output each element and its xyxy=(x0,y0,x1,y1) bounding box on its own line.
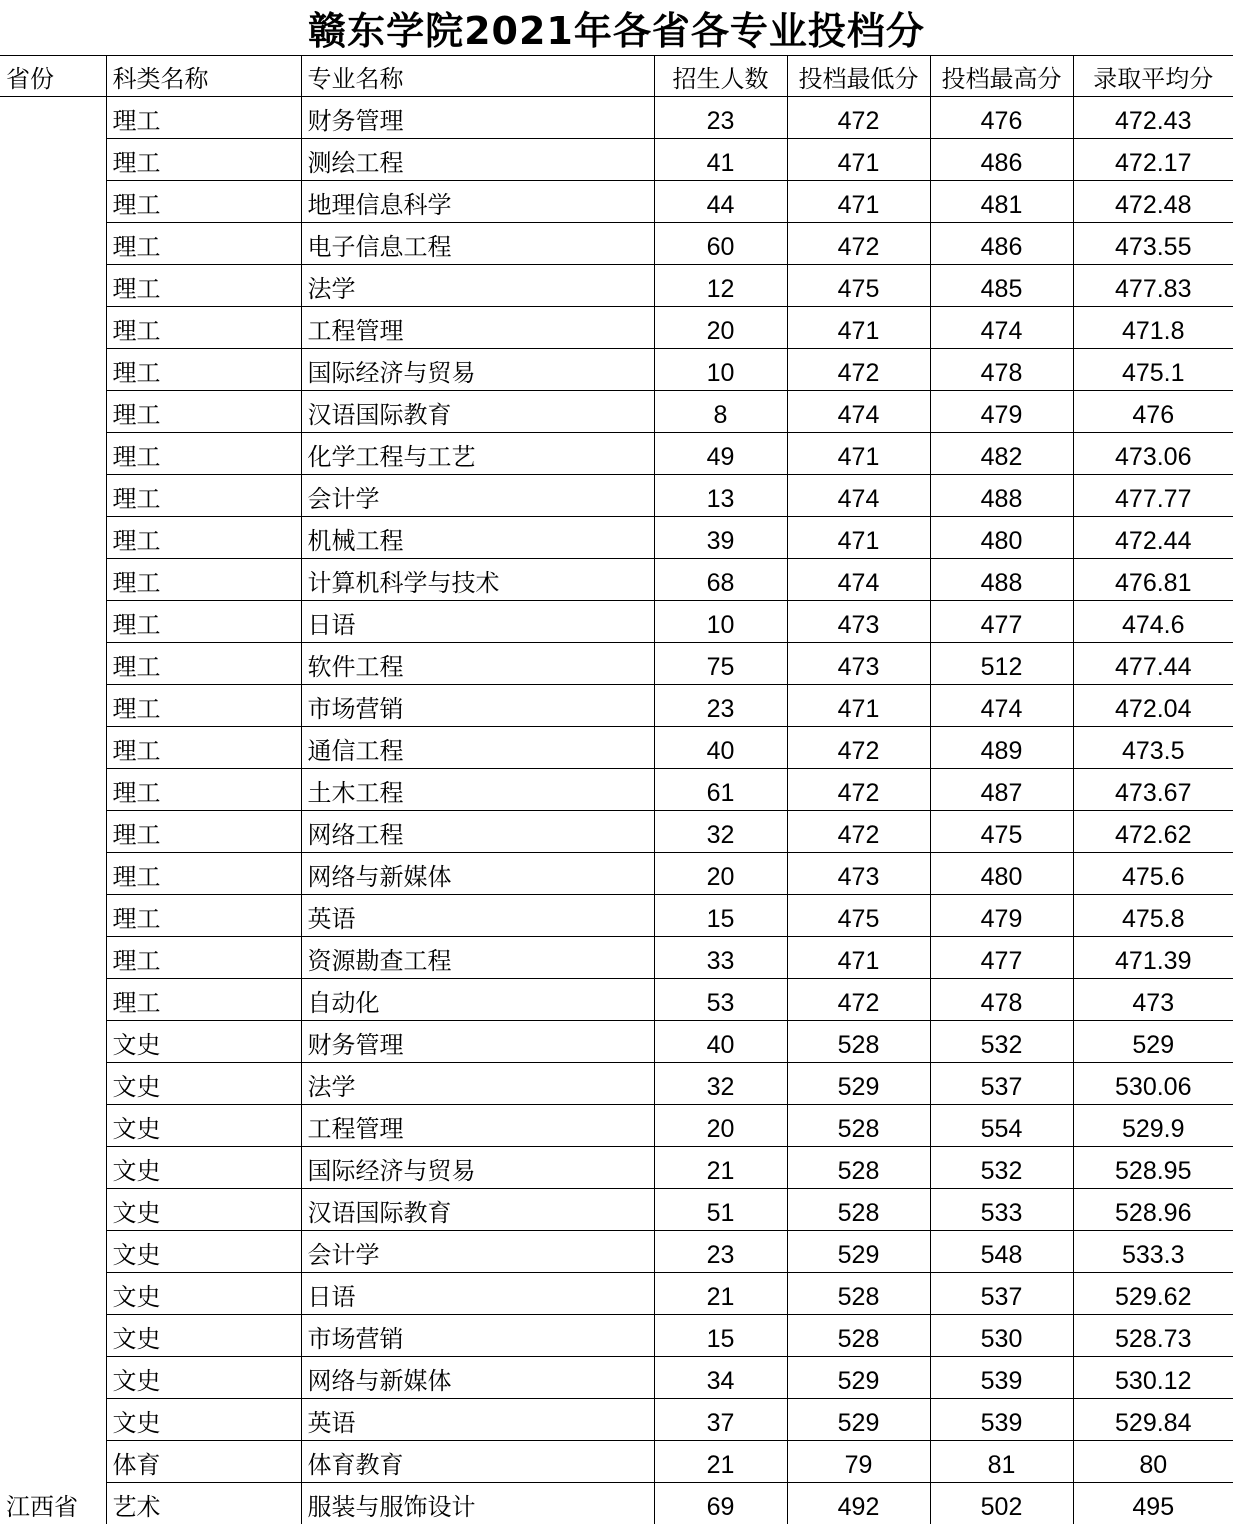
table-row xyxy=(0,601,1233,643)
avg-score-cell: 530.12 xyxy=(1073,1357,1233,1399)
min-score-cell: 529 xyxy=(787,1399,930,1441)
min-score-cell: 472 xyxy=(787,727,930,769)
major-cell: 化学工程与工艺 xyxy=(301,433,654,475)
avg-score-cell: 530.06 xyxy=(1073,1063,1233,1105)
table-row xyxy=(0,349,1233,391)
table-row xyxy=(0,1441,1233,1483)
max-score-cell: 482 xyxy=(930,433,1073,475)
header-category: 科类名称 xyxy=(106,56,301,97)
min-score-cell: 472 xyxy=(787,223,930,265)
province-cell xyxy=(0,265,106,307)
avg-score-cell: 476 xyxy=(1073,391,1233,433)
min-score-cell: 528 xyxy=(787,1273,930,1315)
category-cell: 理工 xyxy=(106,979,301,1021)
avg-score-cell: 472.17 xyxy=(1073,139,1233,181)
major-cell: 服装与服饰设计 xyxy=(301,1483,654,1525)
category-cell: 艺术 xyxy=(106,1483,301,1525)
max-score-cell: 477 xyxy=(930,937,1073,979)
max-score-cell: 480 xyxy=(930,853,1073,895)
enrollment-cell: 10 xyxy=(654,349,787,391)
max-score-cell: 475 xyxy=(930,811,1073,853)
category-cell: 理工 xyxy=(106,391,301,433)
table-row xyxy=(0,853,1233,895)
enrollment-cell: 37 xyxy=(654,1399,787,1441)
province-cell xyxy=(0,1147,106,1189)
header-row xyxy=(0,56,1233,97)
table-row xyxy=(0,811,1233,853)
category-cell: 理工 xyxy=(106,895,301,937)
table-row xyxy=(0,1063,1233,1105)
category-cell: 文史 xyxy=(106,1273,301,1315)
table-row xyxy=(0,97,1233,139)
min-score-cell: 471 xyxy=(787,307,930,349)
table-body xyxy=(0,97,1233,1525)
category-cell: 理工 xyxy=(106,559,301,601)
max-score-cell: 548 xyxy=(930,1231,1073,1273)
min-score-cell: 529 xyxy=(787,1231,930,1273)
max-score-cell: 479 xyxy=(930,391,1073,433)
major-cell: 网络与新媒体 xyxy=(301,1357,654,1399)
major-cell: 会计学 xyxy=(301,1231,654,1273)
min-score-cell: 528 xyxy=(787,1189,930,1231)
major-cell: 网络工程 xyxy=(301,811,654,853)
avg-score-cell: 528.96 xyxy=(1073,1189,1233,1231)
avg-score-cell: 529.84 xyxy=(1073,1399,1233,1441)
avg-score-cell: 528.95 xyxy=(1073,1147,1233,1189)
header-max-score: 投档最高分 xyxy=(930,56,1073,97)
enrollment-cell: 21 xyxy=(654,1441,787,1483)
province-cell xyxy=(0,685,106,727)
major-cell: 资源勘查工程 xyxy=(301,937,654,979)
max-score-cell: 474 xyxy=(930,307,1073,349)
province-cell xyxy=(0,1441,106,1483)
major-cell: 英语 xyxy=(301,895,654,937)
min-score-cell: 472 xyxy=(787,769,930,811)
category-cell: 文史 xyxy=(106,1315,301,1357)
avg-score-cell: 475.1 xyxy=(1073,349,1233,391)
max-score-cell: 532 xyxy=(930,1021,1073,1063)
category-cell: 文史 xyxy=(106,1399,301,1441)
max-score-cell: 539 xyxy=(930,1399,1073,1441)
table-row xyxy=(0,643,1233,685)
table-row xyxy=(0,1105,1233,1147)
max-score-cell: 537 xyxy=(930,1273,1073,1315)
avg-score-cell: 529.9 xyxy=(1073,1105,1233,1147)
major-cell: 日语 xyxy=(301,601,654,643)
table-row xyxy=(0,307,1233,349)
min-score-cell: 472 xyxy=(787,97,930,139)
table-row xyxy=(0,1399,1233,1441)
major-cell: 汉语国际教育 xyxy=(301,1189,654,1231)
table-row xyxy=(0,475,1233,517)
max-score-cell: 512 xyxy=(930,643,1073,685)
avg-score-cell: 476.81 xyxy=(1073,559,1233,601)
max-score-cell: 502 xyxy=(930,1483,1073,1525)
category-cell: 理工 xyxy=(106,139,301,181)
category-cell: 理工 xyxy=(106,769,301,811)
max-score-cell: 486 xyxy=(930,139,1073,181)
table-row xyxy=(0,1147,1233,1189)
enrollment-cell: 33 xyxy=(654,937,787,979)
major-cell: 计算机科学与技术 xyxy=(301,559,654,601)
category-cell: 理工 xyxy=(106,433,301,475)
category-cell: 理工 xyxy=(106,517,301,559)
table-row xyxy=(0,265,1233,307)
min-score-cell: 473 xyxy=(787,853,930,895)
category-cell: 理工 xyxy=(106,727,301,769)
enrollment-cell: 10 xyxy=(654,601,787,643)
min-score-cell: 474 xyxy=(787,391,930,433)
category-cell: 理工 xyxy=(106,601,301,643)
table-row xyxy=(0,181,1233,223)
category-cell: 文史 xyxy=(106,1189,301,1231)
min-score-cell: 474 xyxy=(787,475,930,517)
max-score-cell: 480 xyxy=(930,517,1073,559)
major-cell: 国际经济与贸易 xyxy=(301,1147,654,1189)
min-score-cell: 474 xyxy=(787,559,930,601)
major-cell: 工程管理 xyxy=(301,307,654,349)
enrollment-cell: 23 xyxy=(654,97,787,139)
min-score-cell: 473 xyxy=(787,601,930,643)
min-score-cell: 471 xyxy=(787,181,930,223)
header-province: 省份 xyxy=(0,56,106,97)
province-cell xyxy=(0,349,106,391)
avg-score-cell: 477.44 xyxy=(1073,643,1233,685)
enrollment-cell: 20 xyxy=(654,853,787,895)
header-enrollment: 招生人数 xyxy=(654,56,787,97)
enrollment-cell: 68 xyxy=(654,559,787,601)
province-cell xyxy=(0,1273,106,1315)
enrollment-cell: 8 xyxy=(654,391,787,433)
enrollment-cell: 15 xyxy=(654,1315,787,1357)
enrollment-cell: 60 xyxy=(654,223,787,265)
max-score-cell: 537 xyxy=(930,1063,1073,1105)
min-score-cell: 528 xyxy=(787,1021,930,1063)
enrollment-cell: 61 xyxy=(654,769,787,811)
avg-score-cell: 475.6 xyxy=(1073,853,1233,895)
province-cell xyxy=(0,1399,106,1441)
major-cell: 网络与新媒体 xyxy=(301,853,654,895)
table-row xyxy=(0,1021,1233,1063)
category-cell: 文史 xyxy=(106,1357,301,1399)
table-row xyxy=(0,517,1233,559)
avg-score-cell: 495 xyxy=(1073,1483,1233,1525)
max-score-cell: 533 xyxy=(930,1189,1073,1231)
avg-score-cell: 529 xyxy=(1073,1021,1233,1063)
province-cell xyxy=(0,139,106,181)
min-score-cell: 79 xyxy=(787,1441,930,1483)
category-cell: 理工 xyxy=(106,811,301,853)
major-cell: 市场营销 xyxy=(301,1315,654,1357)
province-cell xyxy=(0,727,106,769)
major-cell: 自动化 xyxy=(301,979,654,1021)
enrollment-cell: 23 xyxy=(654,1231,787,1273)
major-cell: 测绘工程 xyxy=(301,139,654,181)
province-cell xyxy=(0,937,106,979)
min-score-cell: 492 xyxy=(787,1483,930,1525)
province-cell xyxy=(0,559,106,601)
min-score-cell: 471 xyxy=(787,685,930,727)
province-cell xyxy=(0,181,106,223)
avg-score-cell: 472.43 xyxy=(1073,97,1233,139)
min-score-cell: 475 xyxy=(787,265,930,307)
max-score-cell: 487 xyxy=(930,769,1073,811)
major-cell: 地理信息科学 xyxy=(301,181,654,223)
admission-table xyxy=(0,55,1233,1524)
category-cell: 文史 xyxy=(106,1231,301,1273)
table-row xyxy=(0,391,1233,433)
max-score-cell: 530 xyxy=(930,1315,1073,1357)
major-cell: 财务管理 xyxy=(301,1021,654,1063)
enrollment-cell: 13 xyxy=(654,475,787,517)
table-row xyxy=(0,1189,1233,1231)
avg-score-cell: 477.77 xyxy=(1073,475,1233,517)
province-cell xyxy=(0,1021,106,1063)
max-score-cell: 488 xyxy=(930,559,1073,601)
province-cell: 江西省 xyxy=(0,1483,106,1525)
enrollment-cell: 21 xyxy=(654,1273,787,1315)
avg-score-cell: 475.8 xyxy=(1073,895,1233,937)
category-cell: 理工 xyxy=(106,265,301,307)
avg-score-cell: 472.48 xyxy=(1073,181,1233,223)
enrollment-cell: 32 xyxy=(654,811,787,853)
max-score-cell: 486 xyxy=(930,223,1073,265)
province-cell xyxy=(0,1105,106,1147)
min-score-cell: 528 xyxy=(787,1105,930,1147)
enrollment-cell: 12 xyxy=(654,265,787,307)
province-cell xyxy=(0,307,106,349)
table-row xyxy=(0,685,1233,727)
major-cell: 软件工程 xyxy=(301,643,654,685)
max-score-cell: 554 xyxy=(930,1105,1073,1147)
enrollment-cell: 21 xyxy=(654,1147,787,1189)
max-score-cell: 481 xyxy=(930,181,1073,223)
category-cell: 理工 xyxy=(106,223,301,265)
enrollment-cell: 20 xyxy=(654,307,787,349)
table-row xyxy=(0,1315,1233,1357)
avg-score-cell: 473.55 xyxy=(1073,223,1233,265)
table-row xyxy=(0,139,1233,181)
max-score-cell: 81 xyxy=(930,1441,1073,1483)
min-score-cell: 472 xyxy=(787,979,930,1021)
enrollment-cell: 44 xyxy=(654,181,787,223)
category-cell: 理工 xyxy=(106,349,301,391)
province-cell xyxy=(0,97,106,139)
province-cell xyxy=(0,811,106,853)
avg-score-cell: 529.62 xyxy=(1073,1273,1233,1315)
table-row xyxy=(0,223,1233,265)
table-row xyxy=(0,727,1233,769)
max-score-cell: 485 xyxy=(930,265,1073,307)
min-score-cell: 471 xyxy=(787,139,930,181)
category-cell: 理工 xyxy=(106,685,301,727)
province-cell xyxy=(0,475,106,517)
enrollment-cell: 75 xyxy=(654,643,787,685)
avg-score-cell: 472.44 xyxy=(1073,517,1233,559)
province-cell xyxy=(0,1315,106,1357)
max-score-cell: 539 xyxy=(930,1357,1073,1399)
major-cell: 会计学 xyxy=(301,475,654,517)
major-cell: 日语 xyxy=(301,1273,654,1315)
major-cell: 国际经济与贸易 xyxy=(301,349,654,391)
province-cell xyxy=(0,1189,106,1231)
min-score-cell: 471 xyxy=(787,433,930,475)
table-row xyxy=(0,769,1233,811)
major-cell: 法学 xyxy=(301,265,654,307)
province-cell xyxy=(0,1063,106,1105)
enrollment-cell: 51 xyxy=(654,1189,787,1231)
table-row xyxy=(0,1357,1233,1399)
province-cell xyxy=(0,433,106,475)
min-score-cell: 472 xyxy=(787,811,930,853)
max-score-cell: 488 xyxy=(930,475,1073,517)
major-cell: 工程管理 xyxy=(301,1105,654,1147)
enrollment-cell: 23 xyxy=(654,685,787,727)
category-cell: 理工 xyxy=(106,853,301,895)
province-cell xyxy=(0,853,106,895)
avg-score-cell: 471.8 xyxy=(1073,307,1233,349)
min-score-cell: 475 xyxy=(787,895,930,937)
table-row xyxy=(0,559,1233,601)
province-cell xyxy=(0,1357,106,1399)
min-score-cell: 473 xyxy=(787,643,930,685)
min-score-cell: 472 xyxy=(787,349,930,391)
province-cell xyxy=(0,643,106,685)
min-score-cell: 529 xyxy=(787,1357,930,1399)
table-row xyxy=(0,433,1233,475)
header-min-score: 投档最低分 xyxy=(787,56,930,97)
table-row xyxy=(0,979,1233,1021)
max-score-cell: 474 xyxy=(930,685,1073,727)
enrollment-cell: 34 xyxy=(654,1357,787,1399)
category-cell: 文史 xyxy=(106,1147,301,1189)
min-score-cell: 529 xyxy=(787,1063,930,1105)
table-row xyxy=(0,1483,1233,1525)
max-score-cell: 489 xyxy=(930,727,1073,769)
enrollment-cell: 39 xyxy=(654,517,787,559)
table-row xyxy=(0,1273,1233,1315)
category-cell: 理工 xyxy=(106,475,301,517)
avg-score-cell: 528.73 xyxy=(1073,1315,1233,1357)
province-cell xyxy=(0,517,106,559)
category-cell: 文史 xyxy=(106,1105,301,1147)
province-cell xyxy=(0,1231,106,1273)
major-cell: 财务管理 xyxy=(301,97,654,139)
avg-score-cell: 473.06 xyxy=(1073,433,1233,475)
province-cell xyxy=(0,979,106,1021)
table-row xyxy=(0,1231,1233,1273)
major-cell: 电子信息工程 xyxy=(301,223,654,265)
province-cell xyxy=(0,391,106,433)
category-cell: 理工 xyxy=(106,643,301,685)
enrollment-cell: 40 xyxy=(654,727,787,769)
max-score-cell: 478 xyxy=(930,979,1073,1021)
category-cell: 文史 xyxy=(106,1063,301,1105)
max-score-cell: 478 xyxy=(930,349,1073,391)
category-cell: 体育 xyxy=(106,1441,301,1483)
enrollment-cell: 69 xyxy=(654,1483,787,1525)
min-score-cell: 528 xyxy=(787,1147,930,1189)
avg-score-cell: 472.62 xyxy=(1073,811,1233,853)
min-score-cell: 471 xyxy=(787,517,930,559)
major-cell: 机械工程 xyxy=(301,517,654,559)
min-score-cell: 471 xyxy=(787,937,930,979)
header-major: 专业名称 xyxy=(301,56,654,97)
avg-score-cell: 533.3 xyxy=(1073,1231,1233,1273)
enrollment-cell: 32 xyxy=(654,1063,787,1105)
enrollment-cell: 15 xyxy=(654,895,787,937)
province-cell xyxy=(0,895,106,937)
category-cell: 理工 xyxy=(106,937,301,979)
major-cell: 通信工程 xyxy=(301,727,654,769)
max-score-cell: 532 xyxy=(930,1147,1073,1189)
enrollment-cell: 20 xyxy=(654,1105,787,1147)
avg-score-cell: 477.83 xyxy=(1073,265,1233,307)
major-cell: 市场营销 xyxy=(301,685,654,727)
page-title: 赣东学院2021年各省各专业投档分 xyxy=(0,0,1233,56)
table-row xyxy=(0,937,1233,979)
max-score-cell: 477 xyxy=(930,601,1073,643)
header-avg-score: 录取平均分 xyxy=(1073,56,1233,97)
province-cell xyxy=(0,601,106,643)
min-score-cell: 528 xyxy=(787,1315,930,1357)
table-row xyxy=(0,895,1233,937)
province-cell xyxy=(0,769,106,811)
major-cell: 汉语国际教育 xyxy=(301,391,654,433)
avg-score-cell: 80 xyxy=(1073,1441,1233,1483)
major-cell: 法学 xyxy=(301,1063,654,1105)
major-cell: 体育教育 xyxy=(301,1441,654,1483)
category-cell: 理工 xyxy=(106,181,301,223)
avg-score-cell: 474.6 xyxy=(1073,601,1233,643)
avg-score-cell: 473 xyxy=(1073,979,1233,1021)
major-cell: 土木工程 xyxy=(301,769,654,811)
category-cell: 理工 xyxy=(106,97,301,139)
max-score-cell: 479 xyxy=(930,895,1073,937)
category-cell: 理工 xyxy=(106,307,301,349)
enrollment-cell: 49 xyxy=(654,433,787,475)
avg-score-cell: 473.67 xyxy=(1073,769,1233,811)
enrollment-cell: 41 xyxy=(654,139,787,181)
enrollment-cell: 53 xyxy=(654,979,787,1021)
enrollment-cell: 40 xyxy=(654,1021,787,1063)
max-score-cell: 476 xyxy=(930,97,1073,139)
province-cell xyxy=(0,223,106,265)
avg-score-cell: 472.04 xyxy=(1073,685,1233,727)
avg-score-cell: 471.39 xyxy=(1073,937,1233,979)
category-cell: 文史 xyxy=(106,1021,301,1063)
avg-score-cell: 473.5 xyxy=(1073,727,1233,769)
major-cell: 英语 xyxy=(301,1399,654,1441)
